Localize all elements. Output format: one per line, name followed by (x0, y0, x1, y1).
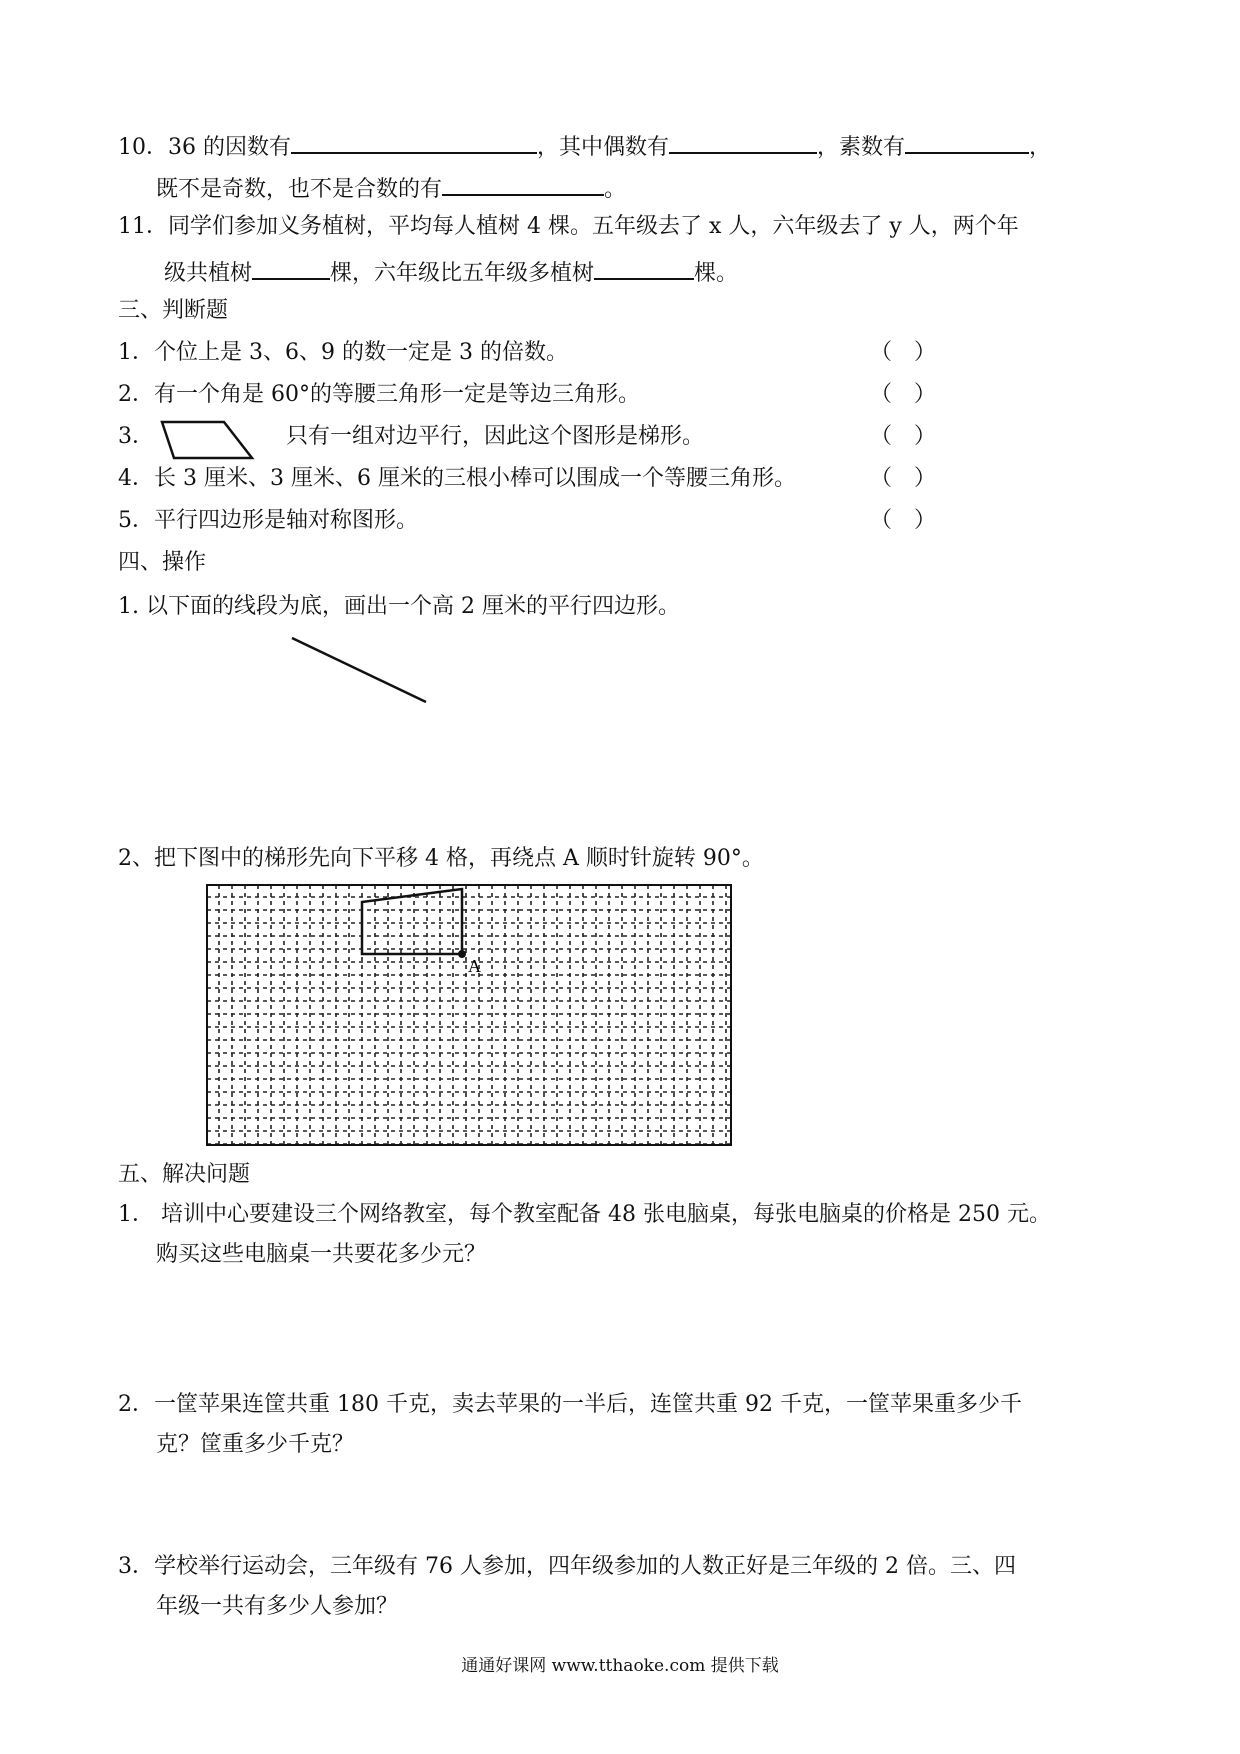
problem-1-line-2: 购买这些电脑桌一共要花多少元？ (156, 1242, 487, 1267)
dashed-grid (207, 885, 731, 1145)
trapezoid-shape (362, 889, 462, 954)
grid-figure (206, 884, 732, 1146)
answer-paren-2[interactable]: （ ） (870, 382, 937, 407)
q11-blank-diff[interactable] (594, 254, 694, 280)
point-a-dot (458, 950, 466, 958)
answer-paren-5[interactable]: （ ） (870, 508, 937, 533)
q10-text-e: 既不是奇数，也不是合数的有 (156, 177, 443, 202)
problem-3-line-2: 年级一共有多少人参加？ (156, 1594, 399, 1619)
q11-line-1: 11．同学们参加义务植树，平均每人植树 4 棵。五年级去了 x 人，六年级去了 y 人，两个年 (118, 214, 1019, 239)
q11-line-2 (164, 254, 738, 289)
judge-item-3: 3． (118, 424, 154, 449)
q10-line-1 (118, 128, 1051, 163)
q10-text-d: ， (1029, 135, 1052, 160)
q11-blank-total[interactable] (252, 254, 330, 280)
judge-item-5: 5．平行四边形是轴对称图形。 (118, 508, 418, 533)
q10-blank-even[interactable] (669, 128, 817, 154)
problem-1-line-1: 1． 培训中心要建设三个网络教室，每个教室配备 48 张电脑桌，每张电脑桌的价格是 250 元。 (118, 1202, 1051, 1227)
q10-blank-factors[interactable] (291, 128, 537, 154)
q10-text-c: ，素数有 (817, 135, 906, 160)
judge-item-2: 2．有一个角是 60°的等腰三角形一定是等边三角形。 (118, 382, 640, 407)
judge-item-4: 4．长 3 厘米、3 厘米、6 厘米的三根小棒可以围成一个等腰三角形。 (118, 466, 796, 491)
judge-item-1: 1．个位上是 3、6、9 的数一定是 3 的倍数。 (118, 340, 568, 365)
q10-line-2 (156, 170, 626, 205)
q10-blank-prime[interactable] (905, 128, 1029, 154)
q10-blank-neither[interactable] (442, 170, 604, 196)
q11-text-b: 棵，六年级比五年级多植树 (330, 261, 595, 286)
q10-text-a: 10．36 的因数有 (118, 135, 291, 160)
operation-q1: 1. 以下面的线段为底，画出一个高 2 厘米的平行四边形。 (118, 594, 680, 619)
base-segment (280, 630, 440, 710)
answer-paren-1[interactable]: （ ） (870, 340, 937, 365)
trapezoid-figure (160, 420, 256, 462)
judge-item-3-text: 只有一组对边平行，因此这个图形是梯形。 (286, 424, 705, 449)
section4-heading: 四、操作 (118, 550, 207, 575)
page-footer: 通通好课网 www.tthaoke.com 提供下载 (461, 1656, 779, 1676)
section5-heading: 五、解决问题 (118, 1162, 251, 1187)
q10-text-f: 。 (604, 177, 627, 202)
problem-2-line-1: 2．一筐苹果连筐共重 180 千克，卖去苹果的一半后，连筐共重 92 千克，一筐苹果重多少千 (118, 1392, 1022, 1417)
problem-3-line-1: 3．学校举行运动会，三年级有 76 人参加，四年级参加的人数正好是三年级的 2 倍。三、四 (118, 1554, 1016, 1579)
point-a-label: A (468, 956, 481, 976)
q10-text-b: ，其中偶数有 (536, 135, 669, 160)
q11-text-c: 棵。 (694, 261, 739, 286)
section3-heading: 三、判断题 (118, 298, 229, 323)
problem-2-line-2: 克？筐重多少千克？ (156, 1432, 355, 1457)
q11-text-a: 级共植树 (164, 261, 253, 286)
grid-border (207, 885, 731, 1145)
operation-q2: 2、把下图中的梯形先向下平移 4 格，再绕点 A 顺时针旋转 90°。 (118, 846, 764, 871)
answer-paren-4[interactable]: （ ） (870, 466, 937, 491)
answer-paren-3[interactable]: （ ） (870, 424, 937, 449)
